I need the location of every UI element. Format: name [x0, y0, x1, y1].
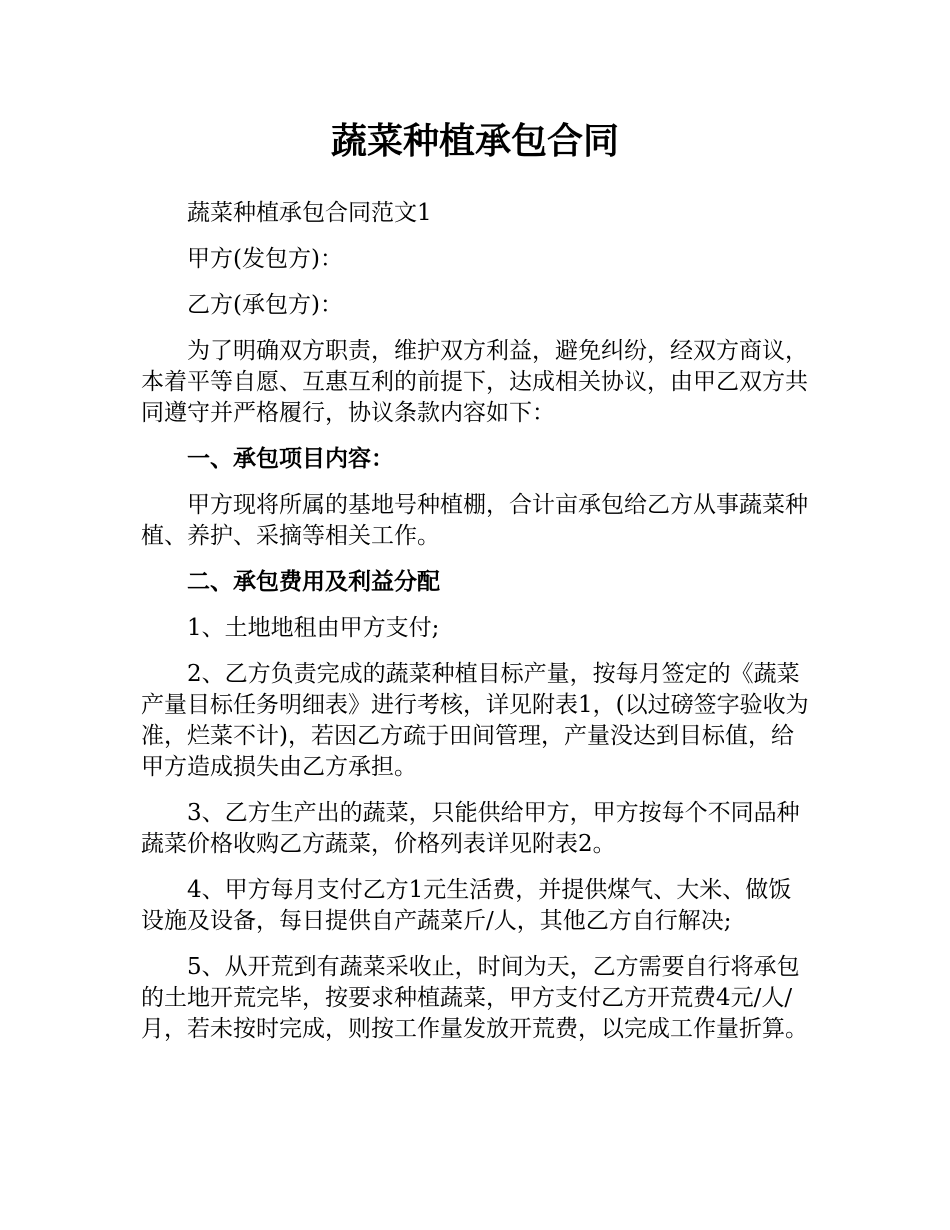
paragraph-preamble: 为了明确双方职责，维护双方利益，避免纠纷，经双方商议，本着平等自愿、互惠互利的前提下，达成相关协议，由甲乙双方共同遵守并严格履行，协议条款内容如下： — [141, 338, 808, 426]
paragraph-subtitle: 蔬菜种植承包合同范文1 — [187, 200, 432, 226]
section-heading-1: 一、承包项目内容： — [187, 446, 394, 472]
paragraph-contract-scope: 甲方现将所属的基地号种植棚，合计亩承包给乙方从事蔬菜种植、养护、采摘等相关工作。 — [141, 492, 808, 549]
paragraph-party-b: 乙方(承包方)： — [187, 292, 343, 318]
clause-1: 1、土地地租由甲方支付; — [187, 615, 440, 641]
document-body — [141, 198, 811, 1060]
clause-4: 4、甲方每月支付乙方1元生活费，并提供煤气、大米、做饭设施及设备，每日提供自产蔬菜斤/人，其他乙方自行解决; — [141, 877, 792, 934]
document-title: 蔬菜种植承包合同 — [330, 121, 619, 162]
clause-2: 2、乙方负责完成的蔬菜种植目标产量，按每月签定的《蔬菜产量目标任务明细表》进行考核，详见附表1，(以过磅签字验收为准，烂菜不计)，若因乙方疏于田间管理，产量没达到目标值，给甲方造成损失由乙方承担。 — [141, 661, 809, 780]
paragraph-party-a: 甲方(发包方)： — [187, 246, 343, 272]
clause-3: 3、乙方生产出的蔬菜，只能供给甲方，甲方按每个不同品种蔬菜价格收购乙方蔬菜，价格列表详见附表2。 — [141, 800, 800, 857]
section-heading-2: 二、承包费用及利益分配 — [187, 569, 440, 595]
clause-5: 5、从开荒到有蔬菜采收止，时间为天，乙方需要自行将承包的土地开荒完毕，按要求种植蔬菜，甲方支付乙方开荒费4元/人/月，若未按时完成，则按工作量发放开荒费，以完成工作量折算。 — [141, 954, 808, 1042]
